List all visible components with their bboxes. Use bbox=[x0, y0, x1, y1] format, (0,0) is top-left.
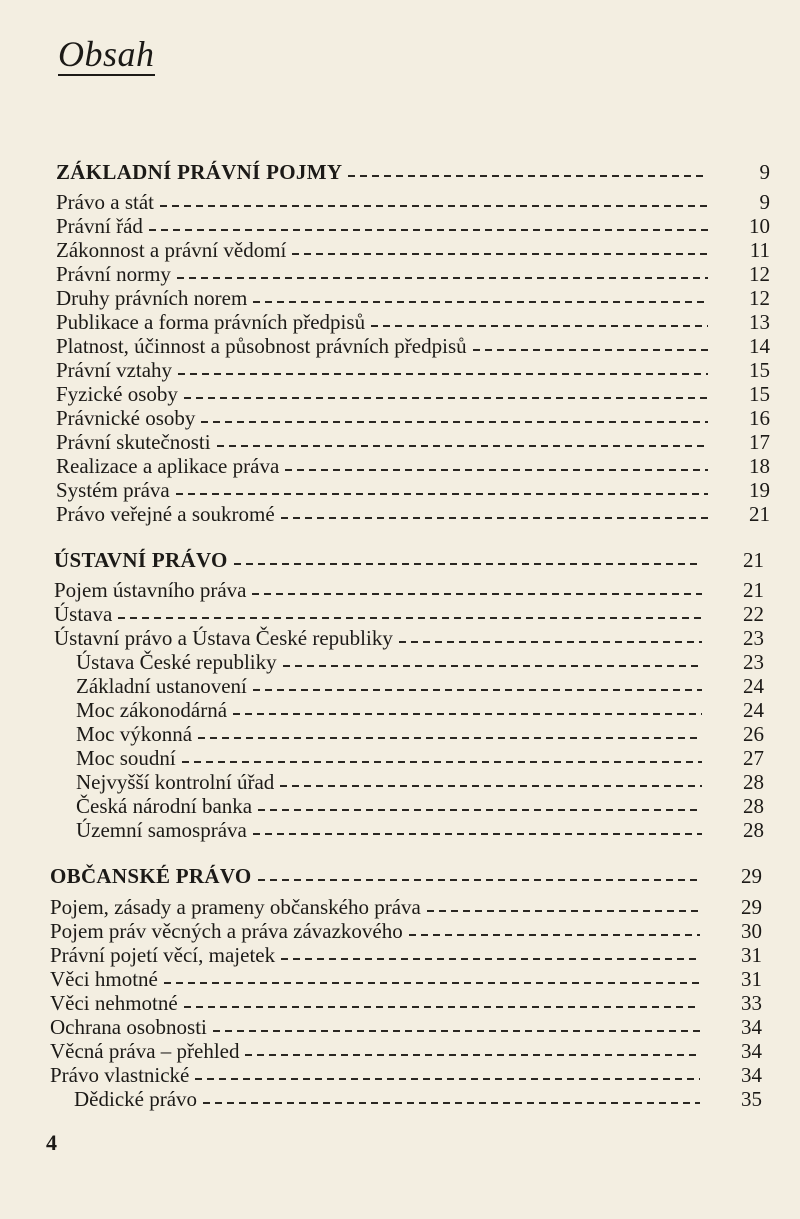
dot-leader bbox=[198, 737, 702, 739]
toc-entry-page: 23 bbox=[743, 626, 764, 650]
toc-entry-title: ÚSTAVNÍ PRÁVO bbox=[54, 548, 228, 572]
dot-leader bbox=[182, 761, 702, 763]
toc-entry-page: 28 bbox=[743, 818, 764, 842]
toc-entry bbox=[54, 578, 764, 602]
toc-entry-title: OBČANSKÉ PRÁVO bbox=[50, 864, 252, 888]
toc-entry-page: 21 bbox=[743, 578, 764, 602]
toc-entry bbox=[56, 430, 770, 454]
toc-entry-page: 16 bbox=[749, 406, 770, 430]
dot-leader bbox=[234, 563, 702, 565]
section-heading bbox=[50, 864, 762, 888]
toc-entry-page: 26 bbox=[743, 722, 764, 746]
dot-leader bbox=[213, 1030, 700, 1032]
toc-entry-title: Věcná práva – přehled bbox=[50, 1039, 240, 1063]
toc-entry bbox=[76, 770, 764, 794]
toc-entry-title: Realizace a aplikace práva bbox=[56, 454, 280, 478]
toc-entry bbox=[50, 1015, 762, 1039]
dot-leader bbox=[252, 593, 702, 595]
dot-leader bbox=[409, 934, 700, 936]
toc-entry bbox=[76, 722, 764, 746]
toc-entry-page: 9 bbox=[759, 160, 770, 184]
dot-leader bbox=[184, 397, 708, 399]
toc-entry-page: 34 bbox=[741, 1039, 762, 1063]
toc-entry-page: 18 bbox=[749, 454, 770, 478]
toc-entry-title: ZÁKLADNÍ PRÁVNÍ POJMY bbox=[56, 160, 343, 184]
toc-entry bbox=[54, 626, 764, 650]
toc-entry-title: Právo vlastnické bbox=[50, 1063, 190, 1087]
dot-leader bbox=[283, 665, 702, 667]
toc-entry-title: Věci hmotné bbox=[50, 967, 158, 991]
toc-entry-page: 27 bbox=[743, 746, 764, 770]
toc-entry bbox=[56, 286, 770, 310]
toc-entry-title: Právní skutečnosti bbox=[56, 430, 211, 454]
toc-entry bbox=[50, 991, 762, 1015]
toc-entry-page: 15 bbox=[749, 382, 770, 406]
dot-leader bbox=[473, 349, 708, 351]
toc-entry bbox=[56, 406, 770, 430]
dot-leader bbox=[118, 617, 702, 619]
dot-leader bbox=[253, 833, 702, 835]
toc-entry-title: Zákonnost a právní vědomí bbox=[56, 238, 287, 262]
toc-entry-title: Právní normy bbox=[56, 262, 171, 286]
toc-entry-page: 14 bbox=[749, 334, 770, 358]
toc-entry-title: Publikace a forma právních předpisů bbox=[56, 310, 366, 334]
page-number: 4 bbox=[46, 1130, 57, 1155]
section-heading bbox=[54, 548, 764, 572]
toc-entry-title: Česká národní banka bbox=[76, 794, 253, 818]
toc-entry-title: Ochrana osobnosti bbox=[50, 1015, 207, 1039]
toc-entry bbox=[50, 895, 762, 919]
page-title: Obsah bbox=[58, 34, 155, 74]
dot-leader bbox=[285, 469, 708, 471]
toc-entry bbox=[56, 262, 770, 286]
toc-entry-page: 12 bbox=[749, 262, 770, 286]
toc-entry bbox=[56, 502, 770, 526]
dot-leader bbox=[281, 517, 708, 519]
toc-entry-title: Ústavní právo a Ústava České republiky bbox=[54, 626, 393, 650]
toc-entry-title: Právo a stát bbox=[56, 190, 154, 214]
toc-entry-title: Právní vztahy bbox=[56, 358, 173, 382]
toc-entry bbox=[50, 1039, 762, 1063]
toc-entry-page: 12 bbox=[749, 286, 770, 310]
toc-entry-title: Pojem, zásady a prameny občanského práva bbox=[50, 895, 421, 919]
toc-entry-page: 28 bbox=[743, 794, 764, 818]
toc-entry-title: Nejvyšší kontrolní úřad bbox=[76, 770, 275, 794]
toc-entry-title: Územní samospráva bbox=[76, 818, 247, 842]
toc-entry bbox=[76, 794, 764, 818]
toc-entry bbox=[56, 214, 770, 238]
section-heading bbox=[56, 160, 770, 184]
toc-entry bbox=[74, 1087, 762, 1111]
toc-entry bbox=[50, 943, 762, 967]
toc-entry-title: Moc soudní bbox=[76, 746, 176, 770]
toc-entry bbox=[56, 190, 770, 214]
toc-entry-title: Ústava České republiky bbox=[76, 650, 277, 674]
toc-entry-page: 29 bbox=[741, 864, 762, 888]
toc-entry bbox=[56, 382, 770, 406]
toc-entry bbox=[56, 478, 770, 502]
toc-entry-title: Moc výkonná bbox=[76, 722, 193, 746]
dot-leader bbox=[203, 1102, 700, 1104]
toc-entry-page: 15 bbox=[749, 358, 770, 382]
toc-entry-title: Druhy právních norem bbox=[56, 286, 248, 310]
dot-leader bbox=[233, 713, 702, 715]
toc-entry bbox=[76, 674, 764, 698]
dot-leader bbox=[178, 373, 708, 375]
toc-entry-title: Právnické osoby bbox=[56, 406, 196, 430]
toc-entry bbox=[76, 746, 764, 770]
toc-entry-title: Právní řád bbox=[56, 214, 143, 238]
dot-leader bbox=[201, 421, 708, 423]
toc-entry bbox=[76, 650, 764, 674]
dot-leader bbox=[371, 325, 708, 327]
toc-entry-title: Právo veřejné a soukromé bbox=[56, 502, 275, 526]
dot-leader bbox=[176, 493, 708, 495]
toc-entry-page: 17 bbox=[749, 430, 770, 454]
toc-entry bbox=[76, 818, 764, 842]
toc-entry-page: 28 bbox=[743, 770, 764, 794]
toc-entry-title: Pojem ústavního práva bbox=[54, 578, 247, 602]
toc-entry-page: 13 bbox=[749, 310, 770, 334]
toc-entry-page: 21 bbox=[743, 548, 764, 572]
toc-entry-page: 19 bbox=[749, 478, 770, 502]
toc-entry-page: 22 bbox=[743, 602, 764, 626]
toc-entry-page: 33 bbox=[741, 991, 762, 1015]
toc-entry-title: Dědické právo bbox=[74, 1087, 198, 1111]
toc-entry-title: Pojem práv věcných a práva závazkového bbox=[50, 919, 403, 943]
toc-entry-page: 9 bbox=[759, 190, 770, 214]
toc-entry bbox=[50, 967, 762, 991]
toc-entry-title: Systém práva bbox=[56, 478, 170, 502]
toc-entry bbox=[56, 358, 770, 382]
dot-leader bbox=[348, 175, 708, 177]
dot-leader bbox=[427, 910, 700, 912]
dot-leader bbox=[164, 982, 700, 984]
toc-entry bbox=[56, 310, 770, 334]
toc-entry-page: 10 bbox=[749, 214, 770, 238]
toc-entry-page: 24 bbox=[743, 698, 764, 722]
toc-entry-page: 31 bbox=[741, 943, 762, 967]
dot-leader bbox=[399, 641, 702, 643]
toc-entry-page: 21 bbox=[749, 502, 770, 526]
dot-leader bbox=[177, 277, 708, 279]
toc-entry-page: 35 bbox=[741, 1087, 762, 1111]
toc-entry bbox=[50, 1063, 762, 1087]
toc-entry-title: Základní ustanovení bbox=[76, 674, 247, 698]
dot-leader bbox=[258, 879, 700, 881]
dot-leader bbox=[184, 1006, 700, 1008]
dot-leader bbox=[281, 958, 700, 960]
toc-entry-page: 24 bbox=[743, 674, 764, 698]
toc-entry-page: 31 bbox=[741, 967, 762, 991]
dot-leader bbox=[149, 229, 708, 231]
dot-leader bbox=[195, 1078, 700, 1080]
toc-entry bbox=[54, 602, 764, 626]
dot-leader bbox=[217, 445, 708, 447]
toc-entry-page: 34 bbox=[741, 1063, 762, 1087]
toc-entry-page: 30 bbox=[741, 919, 762, 943]
dot-leader bbox=[258, 809, 702, 811]
toc-entry-title: Ústava bbox=[54, 602, 113, 626]
dot-leader bbox=[280, 785, 702, 787]
toc-entry bbox=[50, 919, 762, 943]
dot-leader bbox=[245, 1054, 700, 1056]
dot-leader bbox=[253, 689, 702, 691]
toc-entry-page: 29 bbox=[741, 895, 762, 919]
toc-entry bbox=[56, 334, 770, 358]
dot-leader bbox=[253, 301, 708, 303]
toc-entry bbox=[56, 238, 770, 262]
toc-entry-title: Platnost, účinnost a působnost právních předpisů bbox=[56, 334, 467, 358]
dot-leader bbox=[160, 205, 708, 207]
toc-entry-title: Moc zákonodárná bbox=[76, 698, 228, 722]
toc-entry-page: 11 bbox=[749, 238, 770, 262]
toc-entry bbox=[76, 698, 764, 722]
toc-entry-title: Právní pojetí věcí, majetek bbox=[50, 943, 276, 967]
toc-entry-title: Fyzické osoby bbox=[56, 382, 178, 406]
toc-entry-page: 34 bbox=[741, 1015, 762, 1039]
toc-entry bbox=[56, 454, 770, 478]
toc-entry-page: 23 bbox=[743, 650, 764, 674]
dot-leader bbox=[292, 253, 708, 255]
toc-entry-title: Věci nehmotné bbox=[50, 991, 178, 1015]
